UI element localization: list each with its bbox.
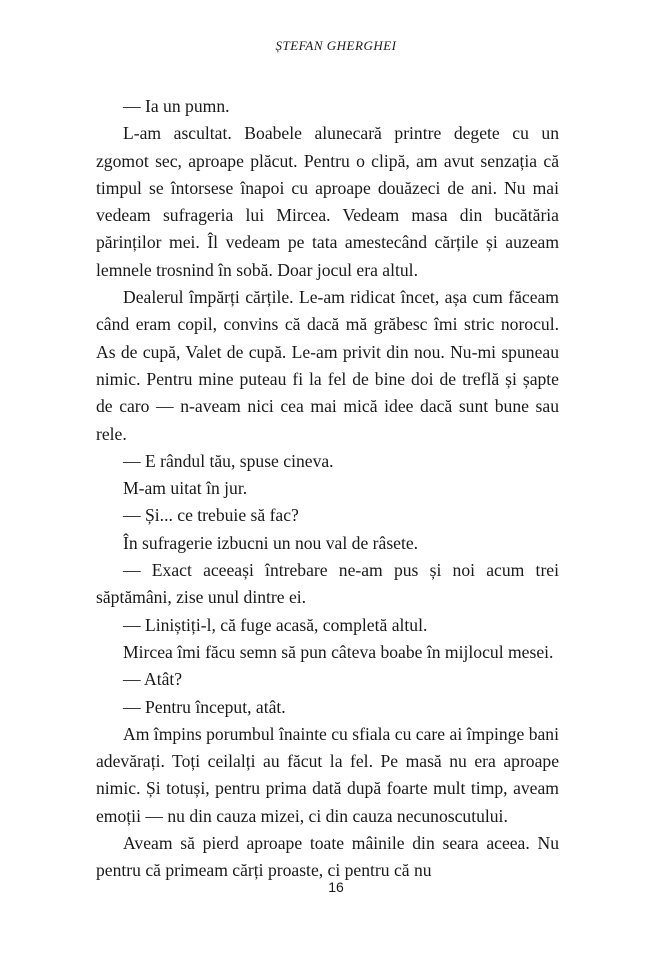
paragraph: — Exact aceeași întrebare ne-am pus și noi acum trei săptămâni, zise unul dintre ei. <box>96 560 559 608</box>
paragraph: Aveam să pierd aproape toate mâinile din seara aceea. Nu pentru că primeam cărți proaste, ci pentru că nu <box>96 833 559 881</box>
running-head-author: ȘTEFAN GHERGHEI <box>275 38 397 53</box>
body-text <box>96 93 559 885</box>
paragraph: În sufragerie izbucni un nou val de râsete. <box>123 532 419 553</box>
paragraph: Am împins porumbul înainte cu sfiala cu care ai împinge bani adevărați. Toți ceilalți au făcut la fel. Pe masă nu era aproape nimic. Și totuși, pentru prima dată după foarte mult timp, aveam emoții — nu din cauza mizei, ci din cauza necunoscutului. <box>96 723 559 826</box>
paragraph: Dealerul împărți cărțile. Le-am ridicat încet, așa cum făceam când eram copil, convins că dacă mă grăbesc îmi stric norocul. As de cupă, Valet de cupă. Le-am privit din nou. Nu-mi spuneau nimic. Pentru mine puteau fi la fel de bine doi de treflă și șapte de caro — n-aveam nici cea mai mică idee dacă sunt bune sau rele. <box>96 287 559 444</box>
paragraph: — Pentru început, atât. <box>123 696 286 717</box>
paragraph: M-am uitat în jur. <box>123 478 248 499</box>
paragraph: — Atât? <box>123 669 183 690</box>
paragraph: — Liniștiți-l, că fuge acasă, completă altul. <box>123 614 428 635</box>
paragraph: — Ia un pumn. <box>123 96 230 116</box>
page-number: 16 <box>328 879 344 895</box>
paragraph: L-am ascultat. Boabele alunecară printre degete cu un zgomot sec, aproape plăcut. Pentru o clipă, am avut senzația că timpul se întorsese înapoi cu aproape douăzeci de ani. Nu mai vedeam sufrageria lui Mircea. Vedeam masa din bucătăria părinților mei. Îl vedeam pe tata amestecând cărțile și auzeam lemnele trosnind în sobă. Doar jocul era altul. <box>96 123 559 280</box>
paragraph: Mircea îmi făcu semn să pun câteva boabe în mijlocul mesei. <box>123 641 554 662</box>
paragraph: — Și... ce trebuie să fac? <box>123 505 299 526</box>
paragraph: — E rândul tău, spuse cineva. <box>123 450 334 471</box>
